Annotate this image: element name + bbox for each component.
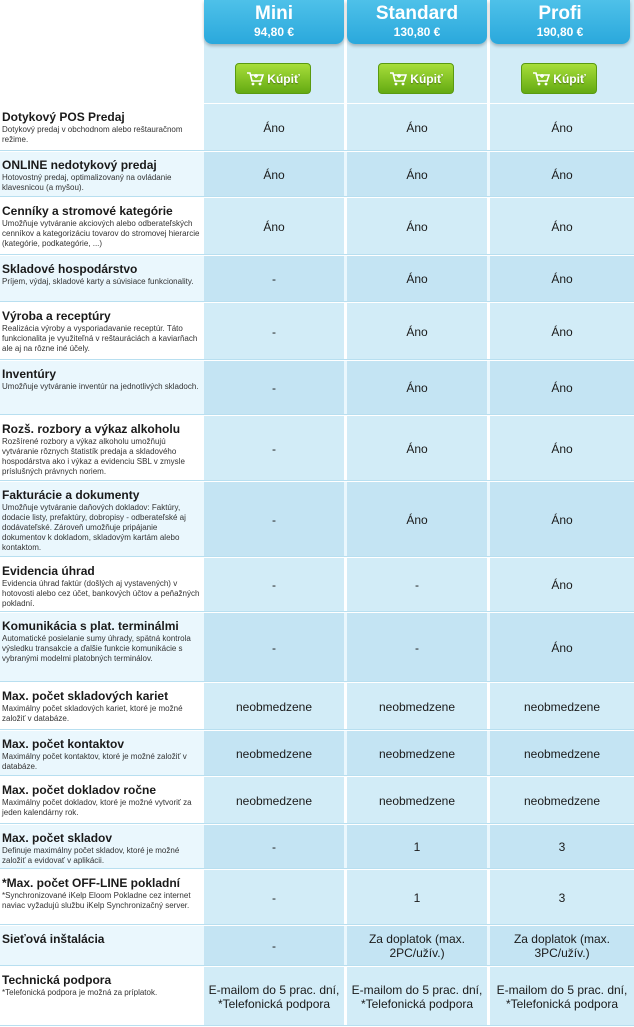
plan-value-cell: Za doplatok (max. 2PC/užív.) [347,926,487,966]
table-row [0,557,634,612]
feature-title: Max. počet dokladov ročne [2,783,157,797]
feature-cell [0,870,202,925]
plan-price: 190,80 € [536,25,584,39]
plan-value-cell: - [204,870,344,925]
plan-price: 94,80 € [253,25,295,39]
feature-cell [0,558,202,612]
feature-title: Skladové hospodárstvo [2,262,138,276]
table-row [0,925,634,966]
plan-value-cell: E-mailom do 5 prac. dní, *Telefonická podpora [347,967,487,1026]
plan-value-cell: - [204,825,344,869]
feature-cell [0,361,202,415]
plan-value-cell: Áno [490,361,634,415]
buy-label: Kúpiť [267,71,300,86]
plan-value-cell: neobmedzene [490,683,634,730]
feature-cell [0,967,202,1026]
feature-cell [0,613,202,682]
feature-description: Definuje maximálny počet skladov, ktoré je možné založiť a evidovať v aplikácii. [2,846,180,865]
feature-description: Maximálny počet dokladov, ktoré je možné vytvoriť za jeden kalendárny rok. [2,798,192,817]
buy-button-mini[interactable] [235,63,311,94]
plan-value-cell: neobmedzene [204,777,344,824]
feature-description: *Synchronizované iKelp Eloom Pokladne cez internet naviac vyžadujú službu iKelp Synchronizačný server. [2,891,191,910]
plan-name: Profi [538,3,582,24]
feature-description: Umožňuje vytváranie inventúr na jednotlivých skladoch. [2,382,199,391]
buy-label: Kúpiť [410,71,443,86]
feature-title: Max. počet kontaktov [2,737,125,751]
plan-value-cell: Za doplatok (max. 3PC/užív.) [490,926,634,966]
plan-standard [347,0,487,104]
plan-value-cell: neobmedzene [347,683,487,730]
plan-value-cell: 3 [490,825,634,869]
plan-tab [347,0,487,44]
feature-cell [0,777,202,824]
plan-value-cell: neobmedzene [347,777,487,824]
table-row [0,151,634,197]
plan-value-cell: 1 [347,825,487,869]
feature-cell [0,104,202,151]
feature-description: Umožňuje vytváranie akciových alebo odberateľských cenníkov a kategorizáciu tovarov do stromovej hierarcie (kategórie, podkategórie, ...) [2,219,200,248]
feature-title: Komunikácia s plat. terminálmi [2,619,179,633]
plan-value-cell: Áno [347,361,487,415]
feature-cell [0,198,202,255]
plan-value-cell: Áno [347,303,487,360]
buy-button-standard[interactable] [378,63,454,94]
plan-value-cell: Áno [490,104,634,151]
plan-value-cell: Áno [347,152,487,197]
feature-description: Evidencia úhrad faktúr (došlých aj vystavených) v hotovosti alebo cez účet, bankových účtov a peňažných pokladní. [2,579,200,608]
feature-title: Sieťová inštalácia [2,932,105,946]
feature-title: Fakturácie a dokumenty [2,488,140,502]
feature-description: Príjem, výdaj, skladové karty a súvisiace funkcionality. [2,277,194,286]
feature-cell [0,256,202,302]
plan-value-cell: neobmedzene [347,731,487,776]
table-row [0,966,634,1026]
cart-icon [532,72,550,86]
plan-value-cell: E-mailom do 5 prac. dní, *Telefonická podpora [204,967,344,1026]
plan-tab [490,0,630,44]
cart-icon [389,72,407,86]
feature-title: Dotykový POS Predaj [2,110,125,124]
feature-description: Maximálny počet kontaktov, ktoré je možné založiť v databáze. [2,752,187,771]
plan-value-cell: 3 [490,870,634,925]
plan-value-cell: neobmedzene [204,731,344,776]
plan-value-cell: Áno [347,104,487,151]
feature-description: *Telefonická podpora je možná za príplatok. [2,988,158,997]
table-row [0,612,634,682]
plan-value-cell: Áno [490,482,634,557]
plan-value-cell: neobmedzene [490,777,634,824]
plan-value-cell: Áno [347,482,487,557]
plan-value-cell: 1 [347,870,487,925]
plan-value-cell: Áno [490,256,634,302]
plan-value-cell: - [204,926,344,966]
feature-description: Dotykový predaj v obchodnom alebo reštauračnom režime. [2,125,183,144]
feature-cell [0,825,202,869]
feature-title: Rozš. rozbory a výkaz alkoholu [2,422,181,436]
table-row [0,682,634,730]
table-row [0,824,634,869]
plan-price: 130,80 € [393,25,441,39]
plan-value-cell: Áno [204,198,344,255]
feature-title: *Max. počet OFF-LINE pokladní [2,876,181,890]
plan-value-cell: Áno [490,152,634,197]
feature-title: Max. počet skladov [2,831,113,845]
plan-value-cell: - [347,613,487,682]
feature-cell [0,303,202,360]
plan-value-cell: Áno [347,416,487,481]
plan-value-cell: - [204,558,344,612]
plan-name: Mini [255,3,293,24]
feature-cell [0,416,202,481]
plan-value-cell: - [204,361,344,415]
table-row [0,197,634,255]
feature-description: Automatické posielanie sumy úhrady, spätná kontrola výsledku transakcie a ďalšie funkcie komunikácie s vybranými modelmi platobných terminálov. [2,634,191,663]
table-row [0,415,634,481]
row-divider [0,1025,634,1026]
buy-button-profi[interactable] [521,63,597,94]
plan-value-cell: - [204,482,344,557]
feature-description: Umožňuje vytváranie daňových dokladov: Faktúry, dodacie listy, prefaktúry, dobropisy - odberateľské aj dodávateľské. Zároveň umožňuje pripájanie dokumentov k dokladom, skladovým kartám alebo kontaktom. [2,503,186,552]
plan-value-cell: Áno [347,198,487,255]
cart-icon [246,72,264,86]
table-row [0,481,634,557]
feature-cell [0,482,202,557]
plan-value-cell: Áno [490,198,634,255]
plan-mini [204,0,344,104]
plan-value-cell: E-mailom do 5 prac. dní, *Telefonická podpora [490,967,634,1026]
feature-title: ONLINE nedotykový predaj [2,158,157,172]
plan-tab [204,0,344,44]
plan-value-cell: - [347,558,487,612]
feature-cell [0,926,202,966]
plan-value-cell: - [204,613,344,682]
table-row [0,869,634,925]
table-row [0,730,634,776]
table-row [0,302,634,360]
feature-description: Rozšírené rozbory a výkaz alkoholu umožňujú vytváranie rôznych štatistík predaja a skladového hospodárstva ako i výkaz a evidenciu SBL v zmysle príslušných právnych noriem. [2,437,185,476]
feature-title: Inventúry [2,367,57,381]
plan-value-cell: neobmedzene [204,683,344,730]
plan-name: Standard [375,3,459,24]
plan-value-cell: Áno [204,152,344,197]
feature-cell [0,683,202,730]
plan-value-cell: Áno [347,256,487,302]
plan-value-cell: - [204,416,344,481]
feature-description: Realizácia výroby a vysporiadavanie receptúr. Táto funkcionalita je využiteľná v reštauráciách a kaviarňach ale aj na rôzne iné účely. [2,324,198,353]
feature-title: Cenníky a stromové kategórie [2,204,173,218]
plan-value-cell: neobmedzene [490,731,634,776]
plan-value-cell: Áno [490,303,634,360]
plan-value-cell: Áno [490,558,634,612]
table-row [0,255,634,302]
feature-cell [0,152,202,197]
table-row [0,103,634,151]
feature-title: Technická podpora [2,973,112,987]
feature-title: Max. počet skladových kariet [2,689,169,703]
plan-value-cell: Áno [204,104,344,151]
table-row [0,776,634,824]
plan-value-cell: Áno [490,416,634,481]
feature-title: Evidencia úhrad [2,564,95,578]
feature-description: Maximálny počet skladových kariet, ktoré je možné založiť v databáze. [2,704,183,723]
table-row [0,360,634,415]
feature-title: Výroba a receptúry [2,309,111,323]
buy-label: Kúpiť [553,71,586,86]
plan-value-cell: - [204,303,344,360]
plan-value-cell: Áno [490,613,634,682]
plan-value-cell: - [204,256,344,302]
feature-description: Hotovostný predaj, optimalizovaný na ovládanie klavesnicou (a myšou). [2,173,172,192]
pricing-header [0,0,634,104]
plan-profi [490,0,634,104]
feature-cell [0,731,202,776]
